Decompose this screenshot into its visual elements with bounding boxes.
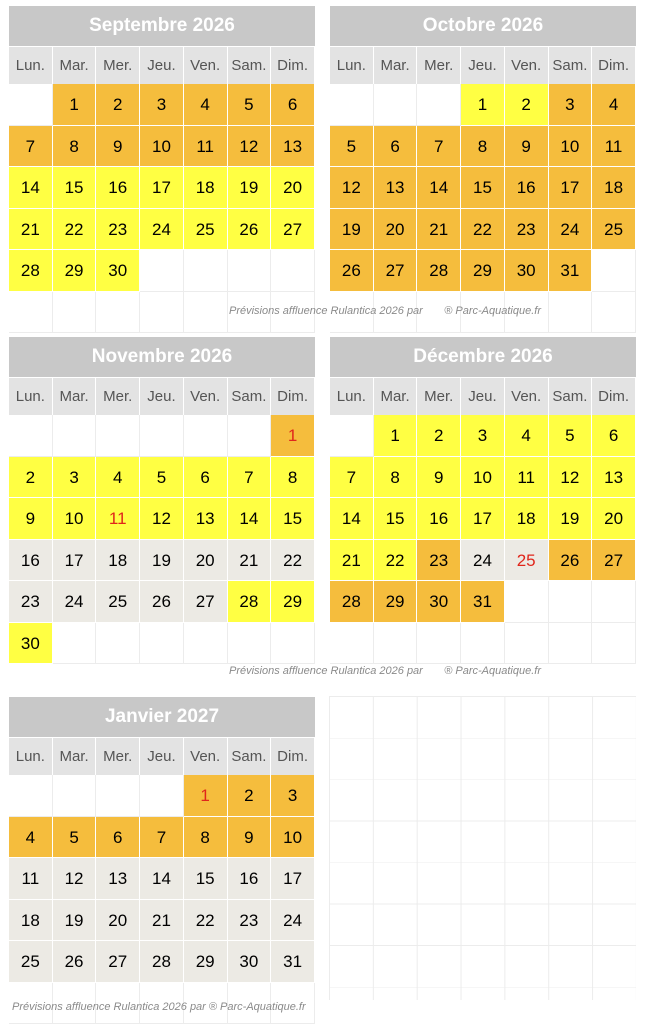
day-cell: 10 [53, 498, 97, 540]
empty-day-cell [505, 623, 549, 665]
day-cell: 26 [140, 581, 184, 623]
weekday-header: Dim. [592, 47, 636, 84]
day-cell: 22 [461, 209, 505, 251]
day-cell: 30 [228, 941, 272, 983]
weekday-header: Sam. [228, 47, 272, 84]
calendar-septembre-2026 [9, 6, 315, 333]
day-cell: 18 [9, 900, 53, 942]
day-cell: 14 [330, 498, 374, 540]
day-cell: 17 [53, 540, 97, 582]
weekday-header: Sam. [228, 738, 272, 775]
day-cell: 8 [184, 817, 228, 859]
weekday-header: Lun. [9, 47, 53, 84]
empty-day-cell [330, 623, 374, 665]
empty-day-cell [96, 775, 140, 817]
day-cell: 17 [271, 858, 315, 900]
day-cell: 12 [53, 858, 97, 900]
day-cell: 4 [505, 415, 549, 457]
month-title: Octobre 2026 [330, 6, 636, 47]
weekday-header: Lun. [9, 738, 53, 775]
day-cell: 5 [228, 84, 272, 126]
day-cell: 11 [184, 126, 228, 168]
day-cell: 13 [184, 498, 228, 540]
day-cell: 4 [96, 457, 140, 499]
day-cell: 23 [228, 900, 272, 942]
day-cell: 7 [417, 126, 461, 168]
empty-day-cell [271, 623, 315, 665]
calendar-decembre-2026 [330, 337, 636, 664]
empty-day-cell [330, 415, 374, 457]
day-cell: 10 [549, 126, 593, 168]
day-cell: 9 [505, 126, 549, 168]
day-cell: 21 [417, 209, 461, 251]
day-cell: 16 [417, 498, 461, 540]
day-cell: 30 [417, 581, 461, 623]
weekday-header: Mar. [53, 47, 97, 84]
caption-credit: Prévisions affluence Rulantica 2026 par ® Parc-Aquatique.fr [229, 305, 541, 317]
day-cell: 22 [184, 900, 228, 942]
day-cell: 25 [505, 540, 549, 582]
calendar-novembre-2026 [9, 337, 315, 664]
day-cell: 17 [140, 167, 184, 209]
day-cell: 7 [140, 817, 184, 859]
day-cell: 26 [330, 250, 374, 292]
day-cell: 10 [140, 126, 184, 168]
day-cell: 3 [271, 775, 315, 817]
weekday-header: Ven. [184, 47, 228, 84]
empty-day-cell [271, 250, 315, 292]
day-cell: 2 [417, 415, 461, 457]
day-cell: 23 [505, 209, 549, 251]
day-cell: 12 [330, 167, 374, 209]
day-cell: 8 [53, 126, 97, 168]
day-cell: 18 [505, 498, 549, 540]
day-cell: 20 [374, 209, 418, 251]
day-cell: 19 [53, 900, 97, 942]
empty-day-cell [592, 623, 636, 665]
day-cell: 14 [228, 498, 272, 540]
day-cell: 11 [505, 457, 549, 499]
weekday-header: Dim. [592, 378, 636, 415]
weekday-header: Mar. [53, 378, 97, 415]
day-cell: 29 [271, 581, 315, 623]
weekday-header: Mar. [374, 378, 418, 415]
day-cell: 11 [96, 498, 140, 540]
day-cell: 29 [374, 581, 418, 623]
day-cell: 22 [271, 540, 315, 582]
empty-day-cell [9, 415, 53, 457]
day-cell: 4 [9, 817, 53, 859]
empty-day-cell [374, 84, 418, 126]
day-cell: 12 [549, 457, 593, 499]
day-cell: 11 [592, 126, 636, 168]
empty-day-cell [184, 292, 228, 334]
day-cell: 17 [549, 167, 593, 209]
weekday-header: Mar. [53, 738, 97, 775]
day-cell: 30 [9, 623, 53, 665]
empty-day-cell [184, 623, 228, 665]
empty-day-cell [330, 84, 374, 126]
day-cell: 6 [374, 126, 418, 168]
day-cell: 26 [549, 540, 593, 582]
day-cell: 9 [96, 126, 140, 168]
day-cell: 3 [53, 457, 97, 499]
day-cell: 23 [9, 581, 53, 623]
day-grid [9, 378, 315, 664]
day-cell: 2 [228, 775, 272, 817]
day-cell: 15 [461, 167, 505, 209]
empty-grid-area [329, 696, 636, 1000]
weekday-header: Mer. [96, 378, 140, 415]
day-cell: 29 [461, 250, 505, 292]
day-cell: 17 [461, 498, 505, 540]
day-cell: 20 [184, 540, 228, 582]
day-cell: 25 [184, 209, 228, 251]
empty-day-cell [140, 415, 184, 457]
day-cell: 5 [53, 817, 97, 859]
day-cell: 20 [271, 167, 315, 209]
day-cell: 6 [184, 457, 228, 499]
day-cell: 3 [140, 84, 184, 126]
day-cell: 27 [96, 941, 140, 983]
day-cell: 10 [461, 457, 505, 499]
empty-day-cell [9, 84, 53, 126]
day-cell: 24 [53, 581, 97, 623]
day-cell: 9 [228, 817, 272, 859]
day-cell: 21 [9, 209, 53, 251]
day-cell: 7 [330, 457, 374, 499]
weekday-header: Ven. [184, 738, 228, 775]
day-cell: 25 [9, 941, 53, 983]
day-cell: 6 [592, 415, 636, 457]
day-cell: 1 [271, 415, 315, 457]
weekday-header: Lun. [330, 47, 374, 84]
day-cell: 12 [140, 498, 184, 540]
empty-day-cell [9, 292, 53, 334]
day-cell: 23 [417, 540, 461, 582]
day-cell: 5 [140, 457, 184, 499]
day-cell: 28 [417, 250, 461, 292]
empty-day-cell [549, 623, 593, 665]
day-cell: 8 [461, 126, 505, 168]
month-title: Décembre 2026 [330, 337, 636, 378]
weekday-header: Jeu. [140, 47, 184, 84]
day-cell: 1 [374, 415, 418, 457]
weekday-header: Mer. [417, 47, 461, 84]
day-cell: 10 [271, 817, 315, 859]
day-cell: 20 [592, 498, 636, 540]
weekday-header: Sam. [549, 47, 593, 84]
day-cell: 5 [330, 126, 374, 168]
month-title: Novembre 2026 [9, 337, 315, 378]
day-cell: 15 [374, 498, 418, 540]
weekday-header: Lun. [9, 378, 53, 415]
empty-day-cell [96, 415, 140, 457]
day-grid [9, 738, 315, 1024]
caption-credit: Prévisions affluence Rulantica 2026 par ® Parc-Aquatique.fr [229, 665, 541, 677]
day-cell: 18 [184, 167, 228, 209]
weekday-header: Jeu. [140, 378, 184, 415]
weekday-header: Jeu. [461, 47, 505, 84]
day-cell: 23 [96, 209, 140, 251]
day-cell: 1 [461, 84, 505, 126]
day-cell: 30 [505, 250, 549, 292]
day-grid [330, 47, 636, 333]
weekday-header: Dim. [271, 378, 315, 415]
empty-day-cell [228, 623, 272, 665]
empty-day-cell [592, 581, 636, 623]
empty-day-cell [549, 581, 593, 623]
day-cell: 31 [549, 250, 593, 292]
day-cell: 6 [271, 84, 315, 126]
day-cell: 8 [271, 457, 315, 499]
empty-day-cell [417, 84, 461, 126]
day-cell: 18 [592, 167, 636, 209]
weekday-header: Ven. [184, 378, 228, 415]
day-cell: 30 [96, 250, 140, 292]
day-cell: 18 [96, 540, 140, 582]
empty-day-cell [9, 775, 53, 817]
day-cell: 22 [53, 209, 97, 251]
weekday-header: Jeu. [140, 738, 184, 775]
empty-day-cell [549, 292, 593, 334]
weekday-header: Mer. [96, 738, 140, 775]
day-cell: 28 [9, 250, 53, 292]
day-cell: 31 [271, 941, 315, 983]
empty-day-cell [228, 415, 272, 457]
day-cell: 7 [9, 126, 53, 168]
weekday-header: Ven. [505, 378, 549, 415]
day-cell: 21 [330, 540, 374, 582]
day-cell: 29 [184, 941, 228, 983]
empty-day-cell [140, 623, 184, 665]
weekday-header: Lun. [330, 378, 374, 415]
day-cell: 2 [96, 84, 140, 126]
day-grid [9, 47, 315, 333]
day-cell: 29 [53, 250, 97, 292]
empty-day-cell [184, 415, 228, 457]
day-cell: 27 [271, 209, 315, 251]
empty-day-cell [228, 250, 272, 292]
day-cell: 8 [374, 457, 418, 499]
day-cell: 28 [140, 941, 184, 983]
day-cell: 24 [140, 209, 184, 251]
day-cell: 28 [330, 581, 374, 623]
day-cell: 15 [271, 498, 315, 540]
weekday-header: Jeu. [461, 378, 505, 415]
weekday-header: Sam. [228, 378, 272, 415]
day-cell: 21 [140, 900, 184, 942]
empty-day-cell [53, 415, 97, 457]
day-cell: 4 [592, 84, 636, 126]
weekday-header: Dim. [271, 738, 315, 775]
calendar-octobre-2026 [330, 6, 636, 333]
day-cell: 9 [9, 498, 53, 540]
day-cell: 1 [53, 84, 97, 126]
month-title: Janvier 2027 [9, 697, 315, 738]
weekday-header: Sam. [549, 378, 593, 415]
day-cell: 9 [417, 457, 461, 499]
day-cell: 25 [592, 209, 636, 251]
day-cell: 13 [374, 167, 418, 209]
empty-day-cell [592, 250, 636, 292]
day-cell: 3 [549, 84, 593, 126]
day-cell: 21 [228, 540, 272, 582]
empty-day-cell [461, 623, 505, 665]
day-cell: 20 [96, 900, 140, 942]
empty-day-cell [505, 581, 549, 623]
day-cell: 16 [9, 540, 53, 582]
empty-day-cell [96, 623, 140, 665]
weekday-header: Mer. [96, 47, 140, 84]
day-cell: 27 [184, 581, 228, 623]
empty-day-cell [140, 292, 184, 334]
day-cell: 14 [9, 167, 53, 209]
day-cell: 25 [96, 581, 140, 623]
day-cell: 2 [9, 457, 53, 499]
weekday-header: Dim. [271, 47, 315, 84]
day-cell: 15 [184, 858, 228, 900]
day-cell: 24 [461, 540, 505, 582]
day-cell: 3 [461, 415, 505, 457]
empty-day-cell [374, 623, 418, 665]
empty-day-cell [53, 292, 97, 334]
month-title: Septembre 2026 [9, 6, 315, 47]
day-cell: 4 [184, 84, 228, 126]
day-cell: 19 [140, 540, 184, 582]
day-cell: 26 [228, 209, 272, 251]
empty-day-cell [140, 775, 184, 817]
day-cell: 28 [228, 581, 272, 623]
day-cell: 24 [271, 900, 315, 942]
day-cell: 12 [228, 126, 272, 168]
weekday-header: Mer. [417, 378, 461, 415]
day-cell: 11 [9, 858, 53, 900]
day-cell: 22 [374, 540, 418, 582]
day-cell: 13 [271, 126, 315, 168]
day-cell: 19 [330, 209, 374, 251]
day-cell: 19 [228, 167, 272, 209]
day-cell: 26 [53, 941, 97, 983]
day-cell: 16 [96, 167, 140, 209]
empty-day-cell [96, 292, 140, 334]
day-cell: 6 [96, 817, 140, 859]
day-cell: 13 [96, 858, 140, 900]
day-cell: 5 [549, 415, 593, 457]
day-cell: 31 [461, 581, 505, 623]
day-cell: 2 [505, 84, 549, 126]
empty-day-cell [417, 623, 461, 665]
day-cell: 27 [592, 540, 636, 582]
weekday-header: Mar. [374, 47, 418, 84]
day-cell: 19 [549, 498, 593, 540]
empty-day-cell [184, 250, 228, 292]
day-cell: 7 [228, 457, 272, 499]
day-cell: 15 [53, 167, 97, 209]
day-cell: 14 [140, 858, 184, 900]
weekday-header: Ven. [505, 47, 549, 84]
day-cell: 24 [549, 209, 593, 251]
day-cell: 14 [417, 167, 461, 209]
day-cell: 13 [592, 457, 636, 499]
day-grid [330, 378, 636, 664]
day-cell: 1 [184, 775, 228, 817]
day-cell: 27 [374, 250, 418, 292]
day-cell: 16 [505, 167, 549, 209]
empty-day-cell [53, 775, 97, 817]
calendar-janvier-2027 [9, 697, 315, 1024]
day-cell: 16 [228, 858, 272, 900]
empty-day-cell [140, 250, 184, 292]
caption-credit: Prévisions affluence Rulantica 2026 par ® Parc-Aquatique.fr [12, 1001, 306, 1013]
empty-day-cell [53, 623, 97, 665]
empty-day-cell [592, 292, 636, 334]
